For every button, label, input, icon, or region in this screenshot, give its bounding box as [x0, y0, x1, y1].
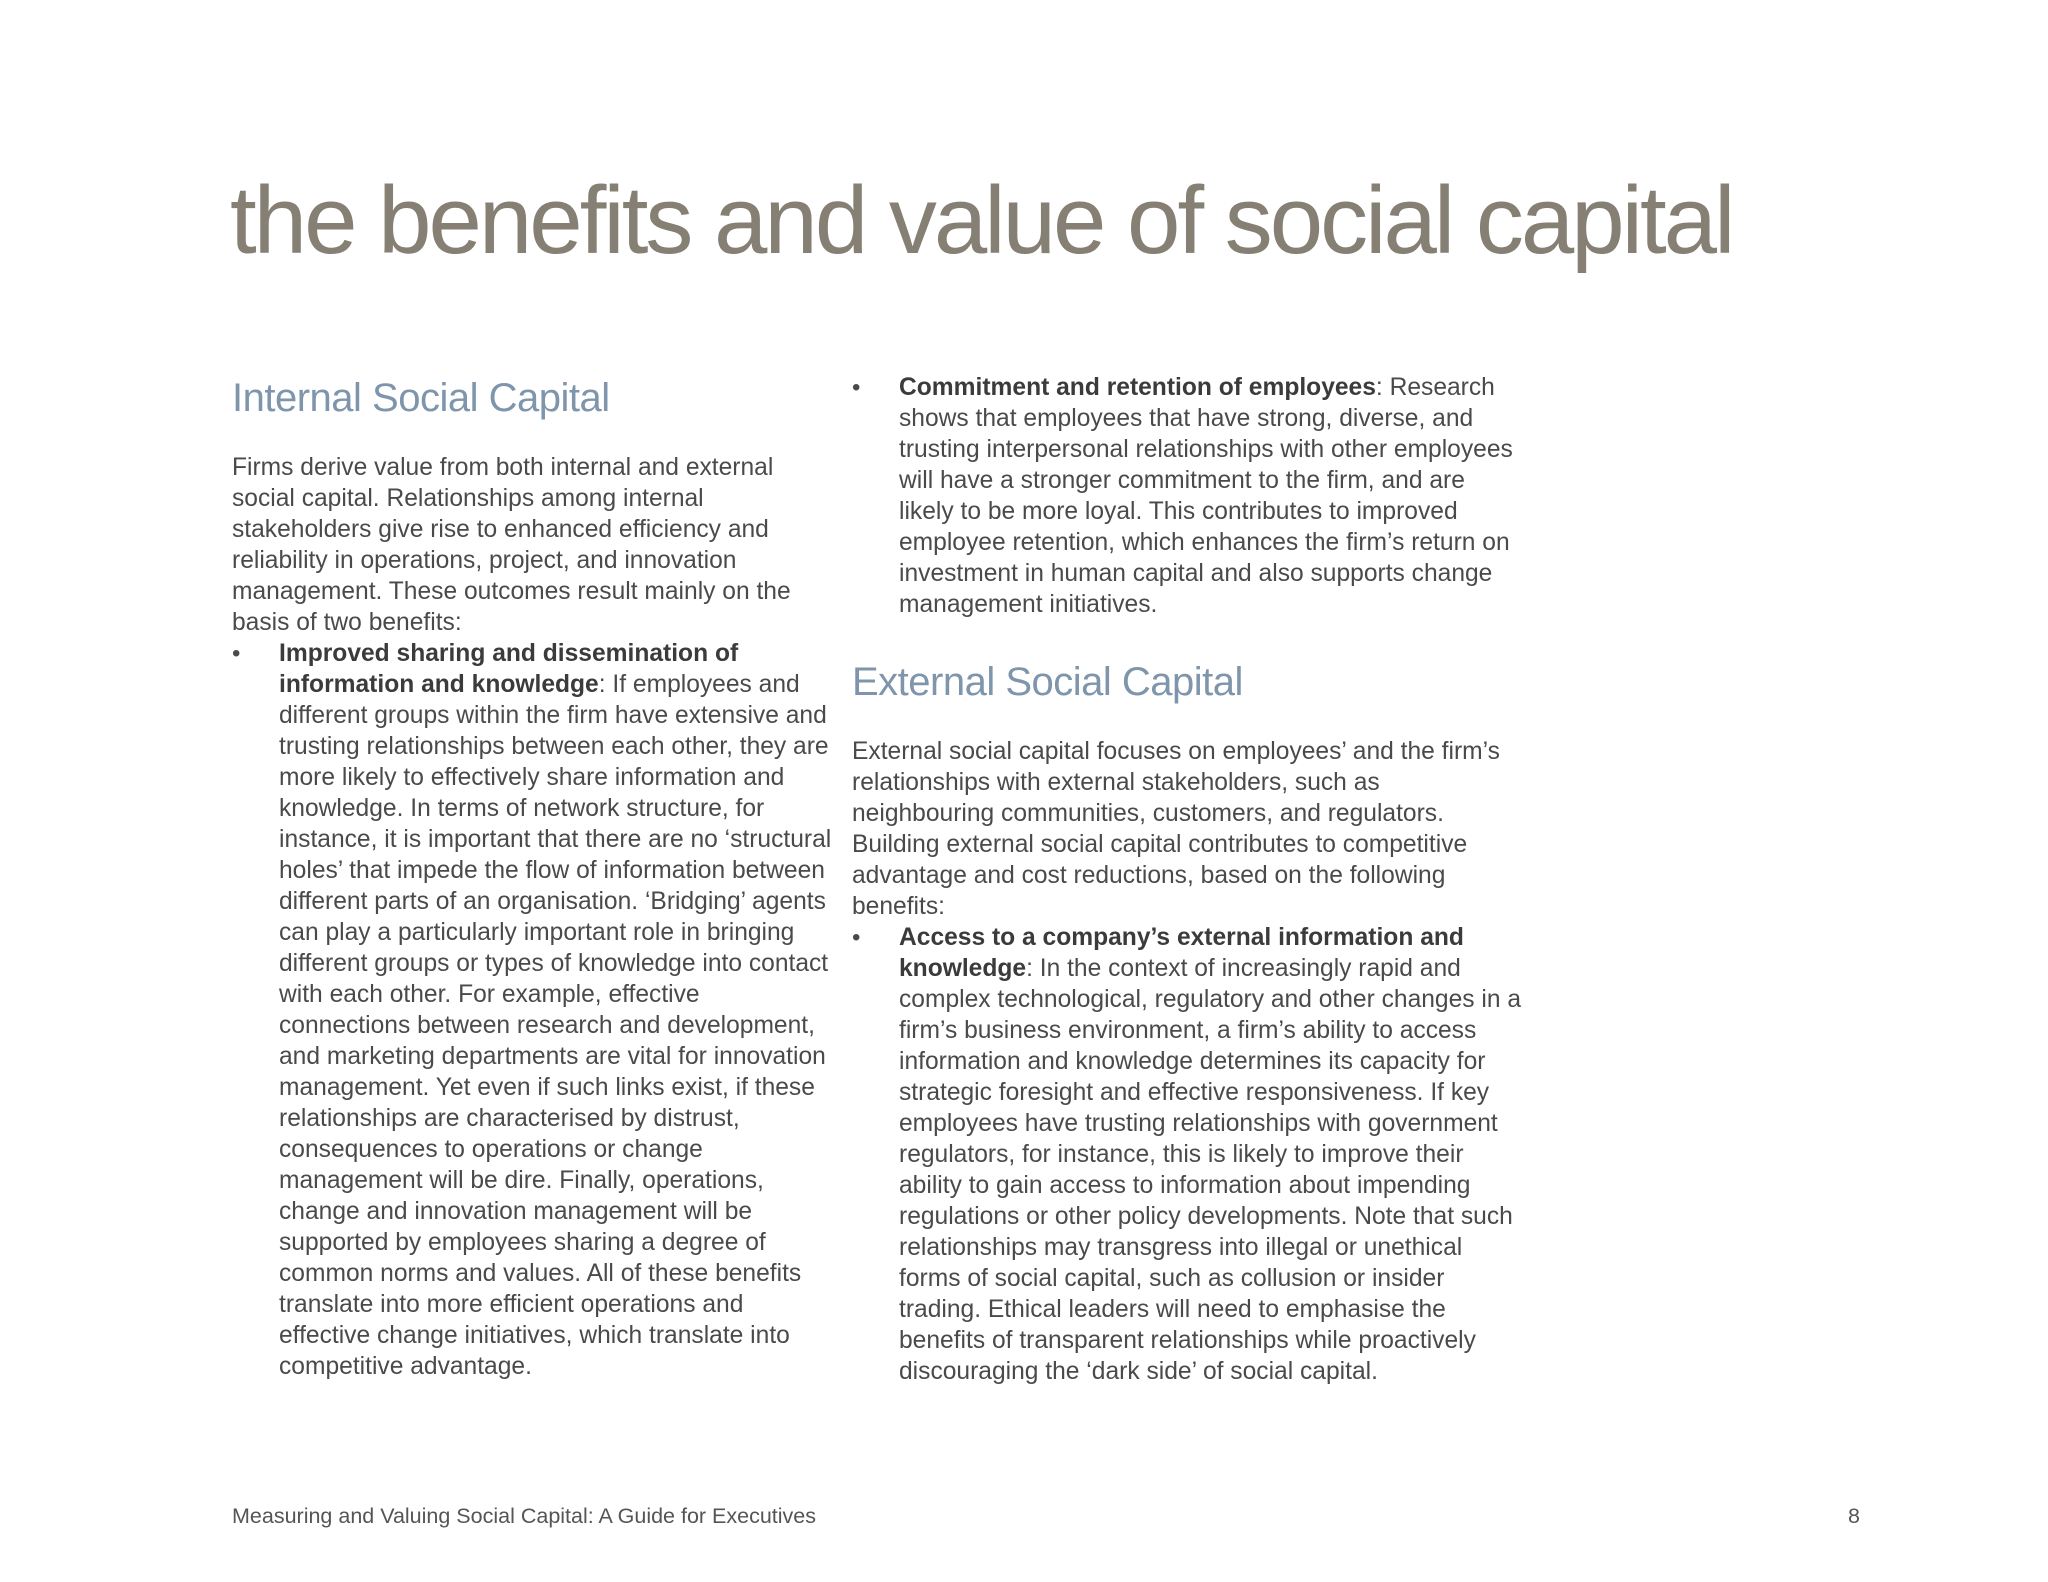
external-social-capital-heading: External Social Capital	[852, 660, 1243, 704]
internal-intro-paragraph: Firms derive value from both internal and external social capital. Relationships among internal stakeholders give rise to enhanced efficiency and reliability in operations, project, and innovation management. These outcomes result mainly on the basis of two benefits:	[232, 454, 791, 636]
bullet-lead: Commitment and retention of employees	[899, 374, 1376, 401]
bullet-lead: Access to a company’s external information and knowledge	[899, 924, 1464, 982]
page-number: 8	[1848, 1504, 1860, 1528]
bullet-icon: •	[852, 924, 861, 951]
internal-social-capital-heading: Internal Social Capital	[232, 376, 610, 420]
left-column	[232, 372, 832, 1382]
page-title: the benefits and value of social capital	[230, 167, 1733, 274]
right-column	[852, 372, 1522, 1387]
footer-document-title: Measuring and Valuing Social Capital: A Guide for Executives	[232, 1504, 817, 1528]
list-item	[232, 638, 832, 1382]
internal-benefits-list-continued	[852, 372, 1522, 620]
bullet-icon: •	[232, 640, 241, 667]
external-intro-paragraph: External social capital focuses on employees’ and the firm’s relationships with external stakeholders, such as neighbouring communities, customers, and regulators. Building external social capital contributes to competitive advantage and cost reductions, based on the following benefits:	[852, 738, 1500, 920]
bullet-text: : If employees and different groups within the firm have extensive and trusting relationships between each other, they are more likely to effectively share information and knowledge. In terms of network structure, for instance, it is important that there are no ‘structural holes’ that impede the flow of information between different parts of an organisation. ‘Bridging’ agents can play a particularly important role in bringing different groups or types of knowledge into contact with each other. For example, effective connections between research and development, and marketing departments are vital for innovation management. Yet even if such links exist, if these relationships are characterised by distrust, consequences to operations or change management will be dire. Finally, operations, change and innovation management will be supported by employees sharing a degree of common norms and values. All of these benefits translate into more efficient operations and effective change initiatives, which translate into competitive advantage.	[279, 671, 832, 1380]
list-item	[852, 372, 1522, 620]
bullet-lead: Improved sharing and dissemination of information and knowledge	[279, 640, 739, 698]
bullet-text: : In the context of increasingly rapid and complex technological, regulatory and other changes in a firm’s business environment, a firm’s ability to access information and knowledge determines its capacity for strategic foresight and effective responsiveness. If key employees have trusting relationships with government regulators, for instance, this is likely to improve their ability to gain access to information about impending regulations or other policy developments. Note that such relationships may transgress into illegal or unethical forms of social capital, such as collusion or insider trading. Ethical leaders will need to emphasise the benefits of transparent relationships while proactively discouraging the ‘dark side’ of social capital.	[899, 955, 1522, 1385]
internal-benefits-list	[232, 638, 832, 1382]
bullet-text: : Research shows that employees that have strong, diverse, and trusting interpersonal relationships with other employees will have a stronger commitment to the firm, and are likely to be more loyal. This contributes to improved employee retention, which enhances the firm’s return on investment in human capital and also supports change management initiatives.	[899, 374, 1513, 618]
bullet-icon: •	[852, 374, 861, 401]
list-item	[852, 922, 1522, 1387]
external-benefits-list	[852, 922, 1522, 1387]
